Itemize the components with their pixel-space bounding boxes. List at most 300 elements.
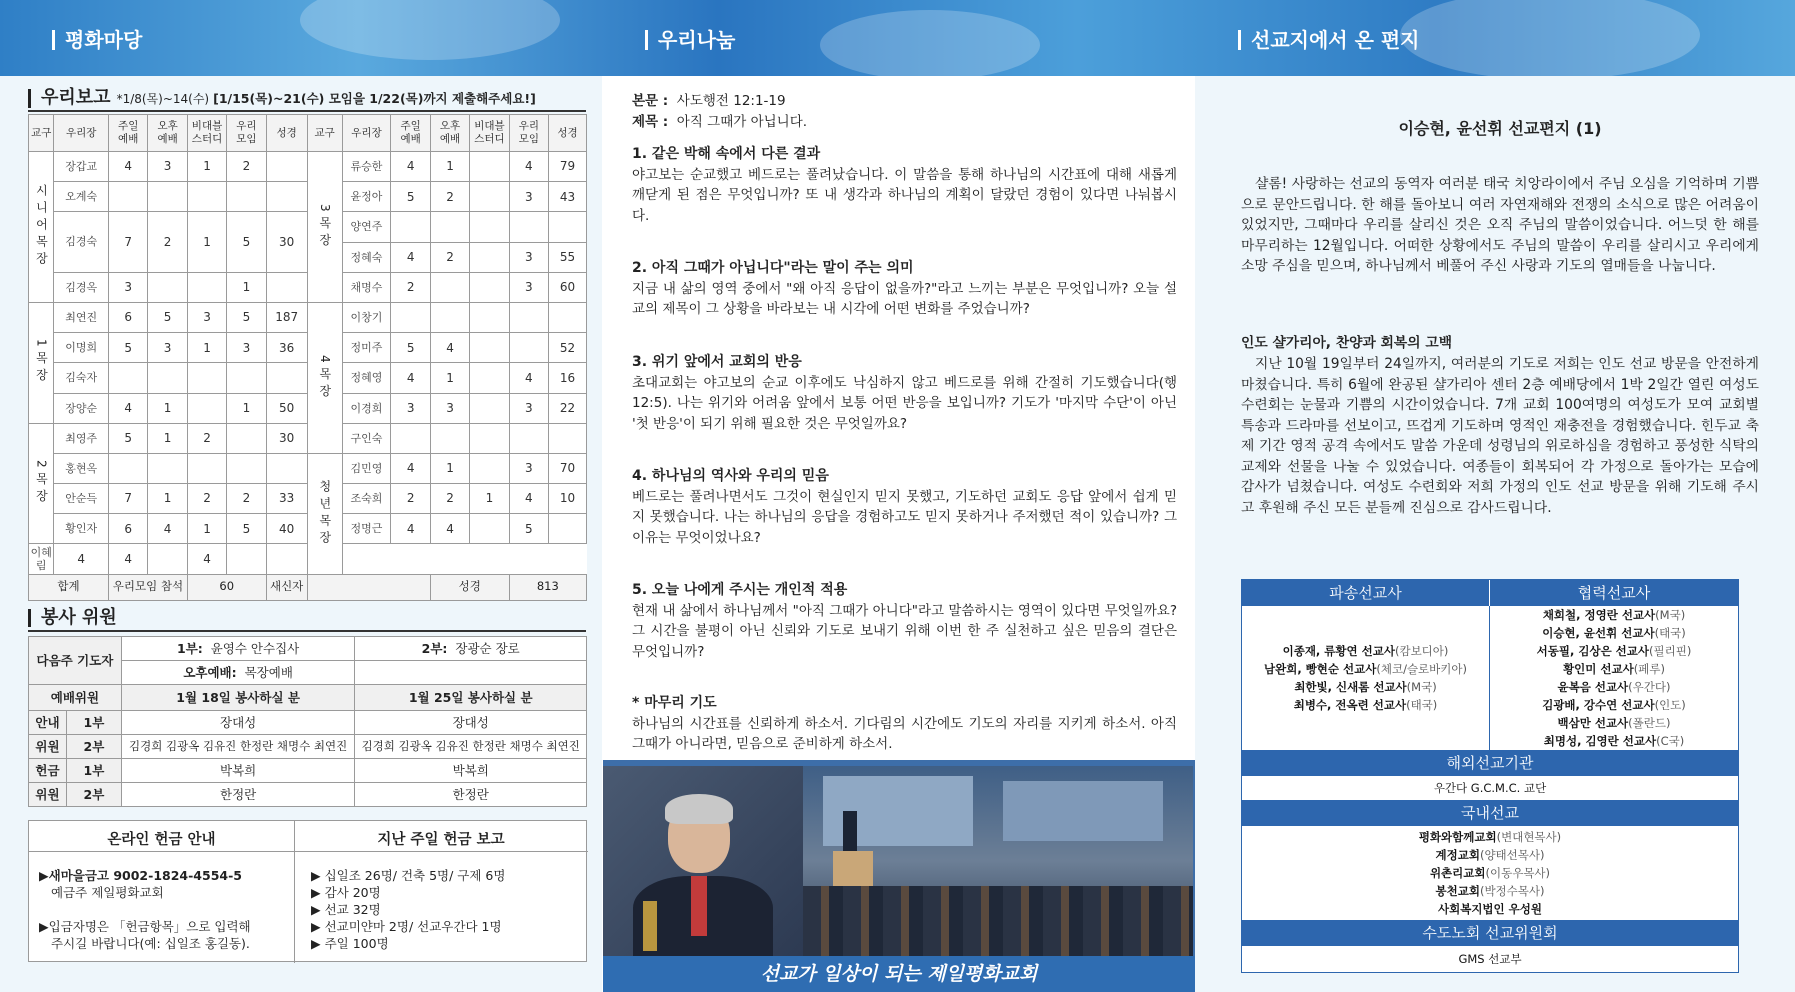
report-value: 79: [549, 152, 587, 182]
report-leader: 이경희: [342, 393, 391, 423]
missionary-entry: [1242, 864, 1738, 882]
missionary-entry: [1490, 642, 1738, 660]
missionary-entry: [1242, 642, 1489, 660]
missionary-country: (태국): [1654, 626, 1686, 640]
service-group: 위원: [29, 783, 67, 807]
presbytery-title: 수도노회 선교위원회: [1242, 920, 1738, 946]
report-group-left: 1목장: [29, 302, 54, 423]
report-value: 187: [266, 302, 307, 332]
report-value: 3: [430, 393, 469, 423]
report-col-header: 우리장: [342, 115, 391, 152]
report-group-left: 2목장: [29, 423, 54, 544]
report-value: 1: [470, 484, 509, 514]
report-group-right: 3목장: [307, 152, 342, 303]
missionary-country: (우간다): [1628, 680, 1671, 694]
report-table: [28, 114, 587, 601]
missionary-country: (인도): [1654, 698, 1686, 712]
report-value: 5: [509, 514, 548, 544]
report-leader: 양연주: [342, 212, 391, 242]
report-leader: 오계숙: [54, 182, 109, 212]
report-value: 52: [549, 333, 587, 363]
report-header-row: [29, 115, 587, 152]
report-value: 1: [187, 212, 226, 272]
report-value: 4: [430, 333, 469, 363]
report-value: [187, 453, 226, 483]
missionary-entry: [1242, 846, 1738, 864]
report-value: 3: [187, 302, 226, 332]
attend-value: 60: [187, 574, 266, 600]
report-value: [509, 302, 548, 332]
sermon-subject: 제목 : 아직 그때가 아닙니다.: [632, 114, 808, 130]
afternoon-empty: [355, 661, 587, 685]
missionary-name: 평화와함께교회: [1418, 830, 1497, 844]
report-value: [470, 423, 509, 453]
service-table: [28, 636, 587, 807]
missionary-name: 위촌리교회: [1429, 866, 1486, 880]
report-value: 50: [266, 393, 307, 423]
report-value: 1: [187, 514, 226, 544]
report-value: [148, 272, 187, 302]
missionary-country: (필리핀): [1649, 644, 1692, 658]
missionary-entry: [1242, 660, 1489, 678]
report-leader: 김경숙: [54, 212, 109, 272]
report-leader: 정혜숙: [342, 242, 391, 272]
report-value: 6: [109, 514, 148, 544]
missionary-entry: [1242, 696, 1489, 714]
report-col-header: 교구: [307, 115, 342, 152]
header-banner: [0, 0, 1795, 76]
report-value: 4: [391, 453, 430, 483]
report-value: 3: [109, 272, 148, 302]
pastor-photo: [603, 766, 803, 956]
report-value: 5: [391, 333, 430, 363]
missionary-name: 김광배, 강수연 선교사: [1542, 698, 1655, 712]
report-value: 4: [109, 152, 148, 182]
report-value: 3: [227, 333, 266, 363]
report-value: 4: [109, 544, 148, 574]
missionary-country: (C국): [1656, 734, 1685, 748]
header-title-sharing: 우리나눔: [645, 30, 735, 50]
missionary-entry: [1242, 900, 1738, 918]
letter-intro: 샬롬! 사랑하는 선교의 동역자 여러분 태국 치앙라이에서 주님 오심을 기억하며 기쁨으로 문안드립니다. 한 해를 돌아보니 여러 자연재해와 전쟁의 소식으로 많은 어려움이 있었지만, 그때마다 우리를 살리신 것은 오직 주님의 말씀이었습니다. 어느덧 한 해를 마무리하는 12월입니다. 어떠한 상황에서도 주님의 말씀이 우리를 살리시고 우리에게 소망 주심을 믿으며, 하나님께서 베풀어 주신 사랑과 기도의 열매들을 나눕니다.: [1241, 176, 1759, 274]
report-value: 30: [266, 423, 307, 453]
report-value: [227, 453, 266, 483]
report-total-row: [29, 574, 587, 600]
missionary-name: 남완희, 빵현순 선교사: [1264, 662, 1377, 676]
report-value: 60: [549, 272, 587, 302]
report-value: [391, 212, 430, 242]
domestic-title: 국내선교: [1242, 800, 1738, 826]
church-photo-banner: [603, 760, 1195, 992]
report-leader: 정명근: [342, 514, 391, 544]
missionary-name: 최한빛, 신새롬 선교사: [1294, 680, 1407, 694]
service-part: 2부: [66, 783, 121, 807]
prayer-label: 다음주 기도자: [29, 637, 122, 685]
prayer-second: 2부: 장광순 장로: [355, 637, 587, 661]
report-leader: 김숙자: [54, 363, 109, 393]
report-value: 2: [391, 484, 430, 514]
service-names-1: 김경희 김광옥 김유진 한정란 채명수 최연진: [121, 735, 355, 759]
report-value: 33: [266, 484, 307, 514]
newcomer-label: 새신자: [266, 574, 307, 600]
missionary-country: (M국): [1406, 680, 1437, 694]
worship-label: 예배위원: [29, 685, 122, 711]
report-col-header: 주일 예배: [109, 115, 148, 152]
report-value: [266, 363, 307, 393]
report-value: 5: [109, 423, 148, 453]
service-date-1: 1월 18일 봉사하실 분: [121, 685, 355, 711]
report-value: 3: [391, 393, 430, 423]
report-value: [470, 152, 509, 182]
report-value: 4: [109, 393, 148, 423]
report-value: 1: [148, 423, 187, 453]
report-value: [187, 393, 226, 423]
header-title-peace: 평화마당: [52, 30, 142, 50]
report-col-header: 오후 예배: [430, 115, 469, 152]
sermon-text: 본문 : 사도행전 12:1-19: [632, 93, 786, 109]
missionary-country: (체코/슬로바키아): [1376, 662, 1467, 676]
report-value: 1: [430, 453, 469, 483]
missionary-country: (페루): [1633, 662, 1665, 676]
report-value: 2: [148, 212, 187, 272]
report-leader: 안순득: [54, 484, 109, 514]
report-value: [187, 272, 226, 302]
service-names-2: 김경희 김광옥 김유진 한정란 채명수 최연진: [355, 735, 587, 759]
report-col-header: 우리장: [54, 115, 109, 152]
report-leader: 최연진: [54, 302, 109, 332]
service-part: 2부: [66, 735, 121, 759]
missionary-entry: [1490, 606, 1738, 624]
report-value: [509, 333, 548, 363]
report-value: 70: [549, 453, 587, 483]
report-value: 1: [227, 272, 266, 302]
report-leader: 이혜림: [29, 544, 54, 574]
report-value: [549, 302, 587, 332]
service-names-2: 장대성: [355, 711, 587, 735]
report-col-header: 오후 예배: [148, 115, 187, 152]
total-label: 합계: [29, 574, 109, 600]
report-value: 4: [391, 152, 430, 182]
service-title-rule: [28, 630, 586, 632]
report-value: 1: [187, 152, 226, 182]
missionary-name: 백삼만 선교사: [1557, 716, 1629, 730]
report-value: 55: [549, 242, 587, 272]
service-group: 헌금: [29, 759, 67, 783]
report-value: 22: [549, 393, 587, 423]
report-value: 40: [266, 514, 307, 544]
report-value: 2: [187, 423, 226, 453]
missionary-entry: [1242, 828, 1738, 846]
report-leader: 류승한: [342, 152, 391, 182]
report-value: 2: [187, 484, 226, 514]
report-value: [227, 423, 266, 453]
missionary-country: (양태선목사): [1479, 848, 1545, 862]
report-value: [430, 272, 469, 302]
service-names-2: 박복희: [355, 759, 587, 783]
report-value: [430, 302, 469, 332]
report-col-header: 성경: [549, 115, 587, 152]
question-3: 3. 위기 앞에서 교회의 반응 초대교회는 야고보의 순교 이후에도 낙심하지 않고 베드로를 위해 간절히 기도했습니다(행 12:5). 나는 위기와 어려움 앞에서 보통 어떤 반응을 보입니까? 기도가 '마지막 수단'이 아닌 '첫 반응'이 되기 위해 필요한 것은 무엇일까요?: [632, 354, 1177, 432]
report-value: [148, 544, 187, 574]
report-value: 16: [549, 363, 587, 393]
service-row: [29, 783, 587, 807]
missionary-name: 최병수, 전옥련 선교사: [1293, 698, 1407, 712]
report-leader: 장갑교: [54, 152, 109, 182]
report-leader: 이창기: [342, 302, 391, 332]
report-value: [148, 363, 187, 393]
attend-label: 우리모임 참석: [109, 574, 188, 600]
missionary-name: 윤복음 선교사: [1557, 680, 1629, 694]
report-leader: 홍현옥: [54, 453, 109, 483]
report-leader: 최영주: [54, 423, 109, 453]
report-value: [470, 182, 509, 212]
report-value: 4: [509, 484, 548, 514]
report-col-header: 주일 예배: [391, 115, 430, 152]
service-names-1: 박복희: [121, 759, 355, 783]
report-value: 5: [109, 333, 148, 363]
overseas-title: 해외선교기관: [1242, 750, 1738, 776]
report-value: [470, 302, 509, 332]
report-leader: 황인자: [54, 514, 109, 544]
report-value: [470, 333, 509, 363]
congregation-photo: [803, 766, 1193, 956]
online-offering-title: 온라인 헌금 안내: [107, 832, 216, 848]
report-value: 4: [509, 363, 548, 393]
report-value: [187, 363, 226, 393]
report-value: 36: [266, 333, 307, 363]
service-row: [29, 759, 587, 783]
report-value: [227, 182, 266, 212]
report-value: 3: [148, 152, 187, 182]
report-value: 3: [509, 393, 548, 423]
report-col-header: 성경: [266, 115, 307, 152]
report-value: [549, 423, 587, 453]
report-value: 5: [227, 514, 266, 544]
report-value: [509, 212, 548, 242]
presbytery-org: GMS 선교부: [1458, 952, 1522, 966]
report-value: [549, 514, 587, 544]
missionary-entry: [1490, 624, 1738, 642]
slogan-banner: 선교가 일상이 되는 제일평화교회: [603, 956, 1195, 992]
report-value: [266, 182, 307, 212]
missionary-country: (변대현목사): [1496, 830, 1562, 844]
missionary-name: 황인미 선교사: [1563, 662, 1634, 676]
report-value: [391, 423, 430, 453]
report-value: 10: [549, 484, 587, 514]
missionary-list: [1241, 579, 1739, 973]
report-value: 3: [509, 453, 548, 483]
report-value: [470, 242, 509, 272]
report-value: [266, 272, 307, 302]
report-value: 5: [148, 302, 187, 332]
question-1: 1. 같은 박해 속에서 다른 결과 야고보는 순교했고 베드로는 풀려났습니다. 이 말씀을 통해 하나님의 시간표에 대해 새롭게 깨닫게 된 점은 무엇입니까? 또 내 생각과 하나님의 계획이 달랐던 경험이 있다면 나눠봅시다.: [632, 146, 1177, 224]
report-value: [391, 302, 430, 332]
offering-report-list: ▶ 십일조 26명/ 건축 5명/ 구제 6명 ▶ 감사 20명 ▶ 선교 32명 ▶ 선교미얀마 2명/ 선교우간다 1명 ▶ 주일 100명: [311, 868, 506, 951]
report-col-header: 교구: [29, 115, 54, 152]
report-leader: 장양순: [54, 393, 109, 423]
report-value: 30: [266, 212, 307, 272]
report-value: 6: [109, 302, 148, 332]
report-value: [470, 212, 509, 242]
report-value: 43: [549, 182, 587, 212]
report-value: 3: [509, 272, 548, 302]
closing-prayer: * 마무리 기도 하나님의 시간표를 신뢰하게 하소서. 기다림의 시간에도 기도의 자리를 지키게 하소서. 아직 그때가 아니라면, 믿음으로 준비하게 하소서.: [632, 695, 1177, 752]
question-5: 5. 오늘 나에게 주시는 개인적 적용 현재 내 삶에서 하나님께서 "아직 그때가 아니다"라고 말씀하시는 영역이 있다면 무엇일까요? 그 시간을 불평이 아닌 신뢰와 기도로 보내기 위해 이번 한 주 실천하고 싶은 믿음의 결단은 무엇입니까?: [632, 582, 1178, 660]
bible-label: 성경: [430, 574, 509, 600]
report-value: [266, 152, 307, 182]
missionary-name: 사회복지법인 우성원: [1438, 902, 1542, 916]
prayer-first: 1부: 윤영수 안수집사: [121, 637, 355, 661]
partner-missionaries-title: 협력선교사: [1490, 580, 1738, 606]
report-value: 4: [391, 363, 430, 393]
report-value: 7: [109, 484, 148, 514]
report-value: 4: [54, 544, 109, 574]
missionary-entry: [1490, 714, 1738, 732]
overseas-org: 우간다 G.C.M.C. 교단: [1433, 781, 1547, 795]
report-row: [29, 152, 587, 182]
missionary-name: 최명성, 김영란 선교사: [1543, 734, 1657, 748]
missionary-name: 이승현, 윤선휘 선교사: [1542, 626, 1655, 640]
report-value: 5: [227, 212, 266, 272]
missionary-name: 채희철, 정영란 선교사: [1542, 608, 1656, 622]
report-value: 1: [430, 152, 469, 182]
service-names-1: 한정란: [121, 783, 355, 807]
service-group: 위원: [29, 735, 67, 759]
report-row: [29, 453, 587, 483]
report-value: [470, 363, 509, 393]
missionary-country: (폴란드): [1628, 716, 1671, 730]
domestic-missions: [1242, 826, 1738, 920]
report-value: 3: [148, 333, 187, 363]
report-value: 4: [148, 514, 187, 544]
report-col-header: 비대블 스터디: [187, 115, 226, 152]
report-leader: 이명희: [54, 333, 109, 363]
service-title: 봉사 위원: [28, 609, 117, 627]
report-title: 우리보고 *1/8(목)~14(수) [1/15(목)~21(수) 모임을 1/22(목)까지 제출해주세요!]: [28, 89, 536, 108]
report-value: 1: [227, 393, 266, 423]
service-row: [29, 711, 587, 735]
report-leader: 윤정아: [342, 182, 391, 212]
report-value: 2: [227, 484, 266, 514]
report-leader: 김민영: [342, 453, 391, 483]
report-value: [549, 212, 587, 242]
missionary-country: (캄보디아): [1394, 644, 1449, 658]
report-value: [509, 423, 548, 453]
report-group-right: 4목장: [307, 302, 342, 453]
report-value: [430, 423, 469, 453]
report-value: 1: [430, 363, 469, 393]
missionary-name: 서동필, 김상은 선교사: [1536, 644, 1650, 658]
report-value: 4: [187, 544, 226, 574]
report-value: 2: [391, 272, 430, 302]
report-value: 1: [148, 484, 187, 514]
service-group: 안내: [29, 711, 67, 735]
report-leader: 구인숙: [342, 423, 391, 453]
report-leader: 조숙희: [342, 484, 391, 514]
report-leader: 김경옥: [54, 272, 109, 302]
report-row: [29, 302, 587, 332]
missionary-entry: [1242, 882, 1738, 900]
report-value: [430, 212, 469, 242]
offering-report-title: 지난 주일 헌금 보고: [377, 832, 505, 848]
report-value: [266, 453, 307, 483]
letter-body: 지난 10월 19일부터 24일까지, 여러분의 기도로 저희는 인도 선교 방문을 안전하게 마쳤습니다. 특히 6월에 완공된 샬가리아 센터 2층 예배당에서 1박 2일간 열린 여성도 수련회는 눈물과 기쁨의 시간이었습니다. 7개 교회 100여명의 여성도가 모여 교회별 특송과 드라마를 선보이고, 뜨겁게 기도하며 영적인 재충전을 경험했습니다. 힌두교 축제 기간 영적 공격 속에서도 말씀 가운데 성령님의 위로하심을 경험하고 풍성한 식탁의 교제와 선물을 나눌 수 있었습니다. 여종들이 회복되어 각 가정으로 돌아가는 모습에 감사가 넘쳤습니다. 여성도 수련회와 저희 가정의 인도 선교 방문을 위해 기도해 주시고 후원해 주신 모든 분들께 진심으로 감사드립니다.: [1241, 356, 1759, 516]
report-value: 2: [430, 182, 469, 212]
report-value: [109, 453, 148, 483]
service-names-2: 한정란: [355, 783, 587, 807]
report-value: 2: [430, 242, 469, 272]
missionary-country: (M국): [1655, 608, 1686, 622]
online-offering-info: ▶새마을금고 9002-1824-4554-5 예금주 제일평화교회 ▶입금자명은 「헌금항목」으로 입력해 주시길 바랍니다(예: 십일조 홍길동).: [39, 868, 251, 951]
sent-missionaries: [1242, 606, 1490, 750]
report-leader: 정혜영: [342, 363, 391, 393]
report-value: 2: [430, 484, 469, 514]
report-group-right: 청년목장: [307, 453, 342, 574]
service-date-2: 1월 25일 봉사하실 분: [355, 685, 587, 711]
report-value: [470, 272, 509, 302]
report-group-left: 시니어목장: [29, 152, 54, 303]
missionary-entry: [1490, 660, 1738, 678]
question-4: 4. 하나님의 역사와 우리의 믿음 베드로는 풀려나면서도 그것이 현실인지 믿지 못했고, 기도하던 교회도 응답 앞에서 쉽게 믿지 못했습니다. 나는 하나님의 응답을 경험하고도 믿지 못하거나 주저했던 적이 있습니까? 그 이유는 무엇이었나요?: [632, 468, 1177, 546]
report-leader: 채명수: [342, 272, 391, 302]
report-value: 3: [509, 182, 548, 212]
report-value: 5: [391, 182, 430, 212]
missionary-entry: [1490, 732, 1738, 750]
report-value: [227, 544, 266, 574]
missionary-country: (박정수목사): [1479, 884, 1545, 898]
report-value: [187, 182, 226, 212]
report-value: 7: [109, 212, 148, 272]
missionary-country: (태국): [1406, 698, 1438, 712]
report-value: [227, 363, 266, 393]
afternoon-service: 오후예배: 목장예배: [121, 661, 355, 685]
missionary-entry: [1242, 678, 1489, 696]
service-part: 1부: [66, 711, 121, 735]
report-value: 4: [391, 242, 430, 272]
report-value: [109, 363, 148, 393]
offering-box: [28, 820, 587, 962]
report-title-rule: [28, 110, 586, 112]
missionary-name: 봉천교회: [1435, 884, 1480, 898]
report-value: 2: [227, 152, 266, 182]
service-names-1: 장대성: [121, 711, 355, 735]
report-value: [470, 514, 509, 544]
header-title-letter: 선교지에서 온 편지: [1238, 30, 1420, 50]
partner-missionaries: [1490, 606, 1738, 750]
report-leader: 정미주: [342, 333, 391, 363]
report-value: 4: [391, 514, 430, 544]
report-col-header: 비대블 스터디: [470, 115, 509, 152]
report-value: 5: [227, 302, 266, 332]
report-col-header: 우리 모임: [509, 115, 548, 152]
report-value: 4: [509, 152, 548, 182]
report-value: 4: [430, 514, 469, 544]
report-value: 1: [148, 393, 187, 423]
missionary-name: 계정교회: [1435, 848, 1480, 862]
sent-missionaries-title: 파송선교사: [1242, 580, 1490, 606]
report-value: [470, 453, 509, 483]
letter-title: 이승현, 윤선휘 선교편지 (1): [1398, 119, 1602, 138]
report-value: 1: [187, 333, 226, 363]
letter-section-title: 인도 샬가리아, 찬양과 회복의 고백: [1241, 335, 1453, 351]
report-col-header: 우리 모임: [227, 115, 266, 152]
question-2: 2. 아직 그때가 아닙니다"라는 말이 주는 의미 지금 내 삶의 영역 중에서 "왜 아직 응답이 없을까?"라고 느끼는 부분은 무엇입니까? 오늘 설교의 제목이 그 상황을 바라보는 내 시각에 어떤 변화를 주었습니까?: [632, 260, 1177, 317]
report-value: 3: [509, 242, 548, 272]
report-value: [109, 182, 148, 212]
service-row: [29, 735, 587, 759]
service-part: 1부: [66, 759, 121, 783]
report-value: [470, 393, 509, 423]
